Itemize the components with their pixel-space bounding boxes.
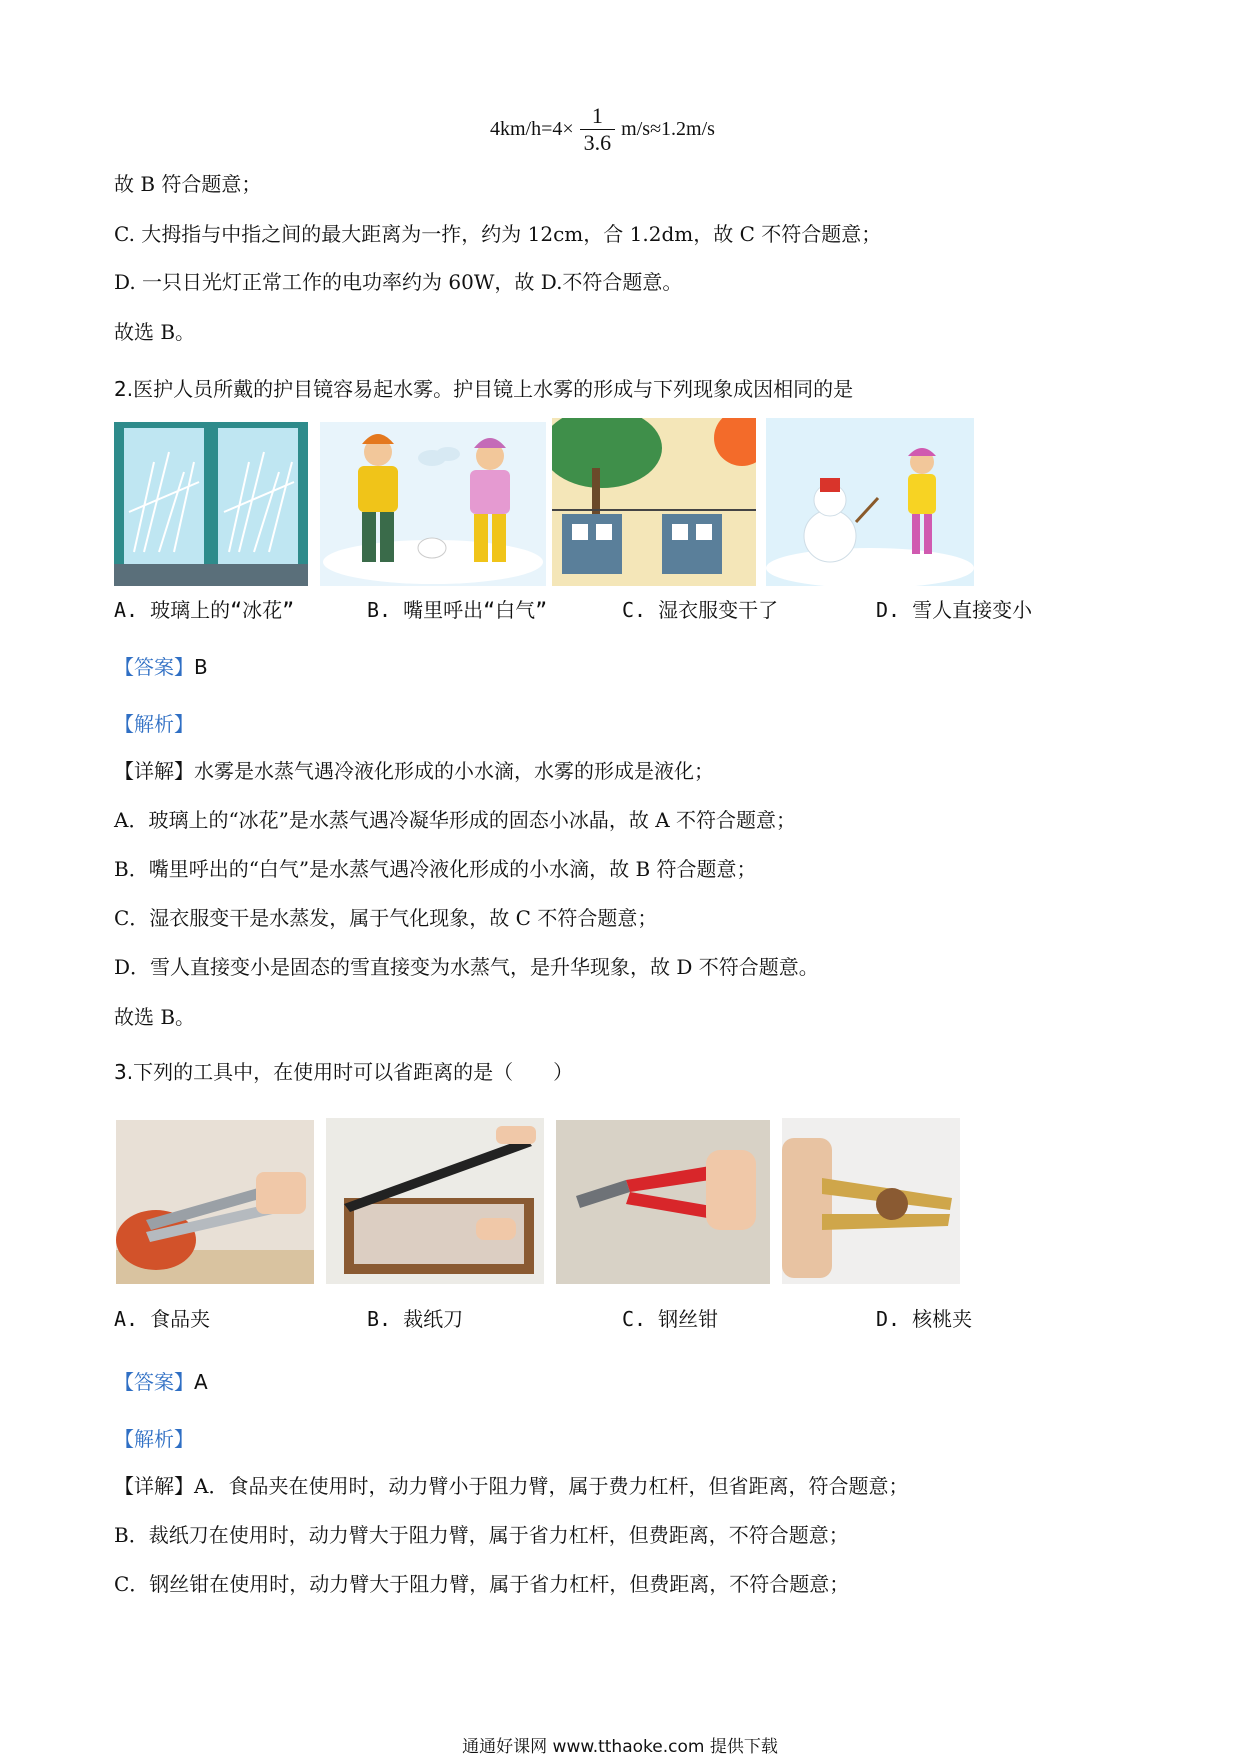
fraction-denominator: 3.6 [583,129,612,155]
q3-detail-1: 【详解】A．食品夹在使用时，动力臂小于阻力臂，属于费力杠杆，但省距离，符合题意； [114,1474,909,1498]
q2-detail-6: 故选 B。 [114,1005,196,1029]
q2-detail-3: B．嘴里呼出的“白气”是水蒸气遇冷液化形成的小水滴，故 B 符合题意； [114,857,757,881]
q3-option-c: C. 钢丝钳 [622,1307,719,1331]
q1-line-2: C. 大拇指与中指之间的最大距离为一拃，约为 12cm，合 1.2dm，故 C 不符合题意； [114,222,882,246]
formula-fraction [580,103,616,156]
q3-image-b-paper-cutter [326,1118,544,1284]
q2-analysis-tag: 【解析】 [114,712,194,736]
q1-line-3: D. 一只日光灯正常工作的电功率约为 60W，故 D.不符合题意。 [114,270,683,294]
q3-analysis-tag: 【解析】 [114,1427,194,1451]
answer-value: B [194,655,208,679]
q2-option-c: C. 湿衣服变干了 [622,598,779,622]
formula-left: 4km/h=4× [490,117,574,140]
q3-image-d-nutcracker [782,1118,960,1284]
q2-image-d-snowman [766,418,974,586]
q3-option-a: A. 食品夹 [114,1307,211,1331]
answer-value: A [194,1370,208,1394]
q2-option-a: A. 玻璃上的“冰花” [114,598,295,622]
q2-detail-5: D．雪人直接变小是固态的雪直接变为水蒸气，是升华现象，故 D 不符合题意。 [114,955,819,979]
q3-detail-3: C．钢丝钳在使用时，动力臂大于阻力臂，属于省力杠杆，但费距离，不符合题意； [114,1572,850,1596]
answer-tag: 【答案】 [114,655,194,679]
q3-detail-2: B．裁纸刀在使用时，动力臂大于阻力臂，属于省力杠杆，但费距离，不符合题意； [114,1523,849,1547]
q3-image-c-pliers [556,1120,770,1284]
q2-answer [114,655,208,679]
q2-option-d: D. 雪人直接变小 [876,598,1033,622]
q3-option-b: B. 裁纸刀 [367,1307,464,1331]
q3-image-a-food-tongs [116,1120,314,1284]
speed-conversion-formula [490,98,715,160]
q2-detail-4: C．湿衣服变干是水蒸发，属于气化现象，故 C 不符合题意； [114,906,658,930]
q2-detail-2: A．玻璃上的“冰花”是水蒸气遇冷凝华形成的固态小冰晶，故 A 不符合题意； [114,808,797,832]
q3-answer [114,1370,208,1394]
q3-option-d: D. 核桃夹 [876,1307,973,1331]
q2-image-b-breath-fog [320,422,546,586]
q2-title: 2.医护人员所戴的护目镜容易起水雾。护目镜上水雾的形成与下列现象成因相同的是 [114,377,854,401]
q1-line-4: 故选 B。 [114,320,196,344]
q1-line-1: 故 B 符合题意； [114,172,262,196]
q3-title: 3.下列的工具中，在使用时可以省距离的是（ ） [114,1060,574,1084]
q2-option-b: B. 嘴里呼出“白气” [367,598,548,622]
answer-tag: 【答案】 [114,1370,194,1394]
fraction-numerator: 1 [591,102,603,128]
formula-right: m/s≈1.2m/s [621,117,715,140]
q2-image-a-window-frost [114,422,308,586]
q2-detail-1: 【详解】水雾是水蒸气遇冷液化形成的小水滴，水雾的形成是液化； [114,759,714,783]
page-footer: 通通好课网 www.tthaoke.com 提供下载 [462,1737,778,1757]
q2-image-c-drying-clothes [552,418,756,586]
